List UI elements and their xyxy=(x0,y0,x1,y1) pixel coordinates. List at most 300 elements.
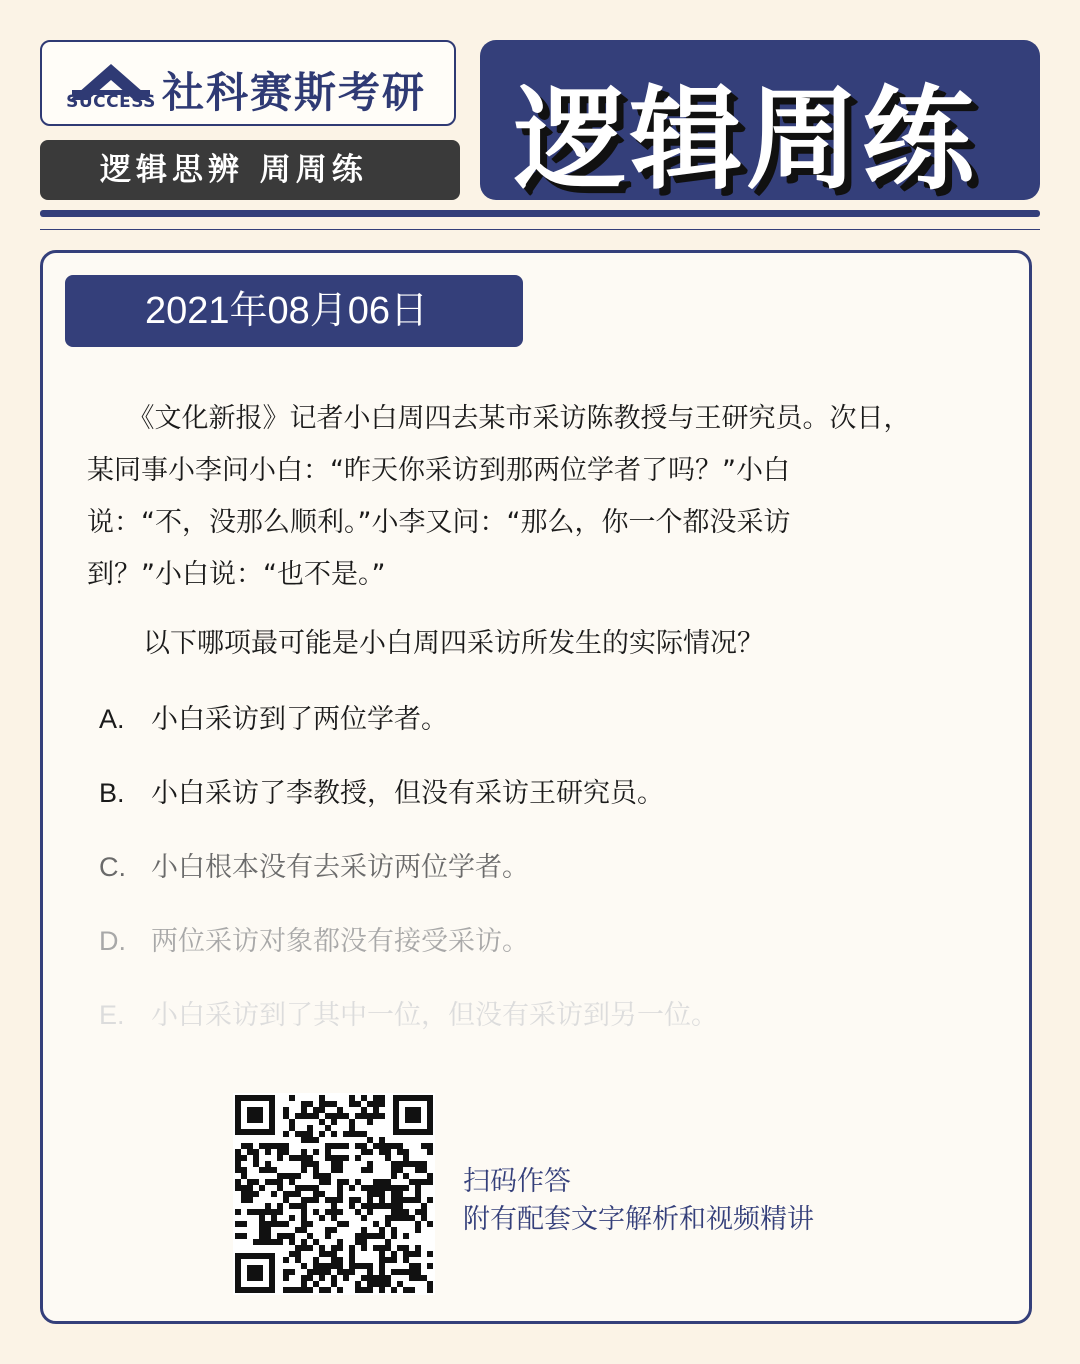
qr-module xyxy=(427,1179,433,1185)
qr-module xyxy=(241,1167,247,1173)
qr-module xyxy=(427,1287,433,1293)
option-text: 小白采访到了两位学者。 xyxy=(151,704,448,735)
qr-module xyxy=(367,1137,373,1143)
qr-module xyxy=(361,1185,367,1191)
qr-module xyxy=(277,1221,283,1227)
qr-module xyxy=(421,1215,427,1221)
qr-module xyxy=(295,1113,301,1119)
qr-module xyxy=(307,1287,313,1293)
qr-module xyxy=(349,1101,355,1107)
qr-module xyxy=(367,1113,373,1119)
qr-module xyxy=(247,1143,253,1149)
qr-module xyxy=(367,1203,373,1209)
qr-module xyxy=(313,1107,319,1113)
option-letter: D. xyxy=(99,926,126,956)
qr-module xyxy=(397,1215,403,1221)
qr-module xyxy=(343,1143,349,1149)
qr-module xyxy=(337,1107,343,1113)
passage xyxy=(87,393,967,601)
qr-module xyxy=(361,1143,367,1149)
qr-module xyxy=(391,1185,397,1191)
option-text: 小白采访了李教授，但没有采访王研究员。 xyxy=(151,778,664,809)
qr-module xyxy=(289,1203,295,1209)
qr-module xyxy=(391,1209,397,1215)
qr-module xyxy=(331,1197,337,1203)
qr-module xyxy=(391,1287,397,1293)
qr-module xyxy=(343,1221,349,1227)
qr-module xyxy=(325,1101,331,1107)
passage-line: 说：“不，没那么顺利。”小李又问：“那么，你一个都没采访 xyxy=(87,507,791,538)
qr-module xyxy=(337,1239,343,1245)
qr-module xyxy=(409,1287,415,1293)
qr-module xyxy=(379,1257,385,1263)
subtitle-banner: 逻辑思辨 周周练 xyxy=(40,140,460,200)
qr-module xyxy=(355,1239,361,1245)
qr-module xyxy=(337,1287,343,1293)
qr-module xyxy=(283,1191,289,1197)
qr-module xyxy=(367,1167,373,1173)
qr-module xyxy=(379,1269,385,1275)
qr-module xyxy=(403,1197,409,1203)
qr-module xyxy=(259,1215,265,1221)
qr-module xyxy=(271,1167,277,1173)
qr-module xyxy=(361,1095,367,1101)
qr-module xyxy=(379,1185,385,1191)
qr-module xyxy=(373,1185,379,1191)
qr-module xyxy=(403,1215,409,1221)
qr-module xyxy=(331,1167,337,1173)
qr-module xyxy=(409,1263,415,1269)
qr-module xyxy=(379,1275,385,1281)
qr-module xyxy=(301,1227,307,1233)
qr-module xyxy=(241,1155,247,1161)
qr-module xyxy=(295,1131,301,1137)
qr-module xyxy=(331,1281,337,1287)
qr-module xyxy=(391,1251,397,1257)
qr-module xyxy=(415,1269,421,1275)
qr-module xyxy=(265,1227,271,1233)
qr-module xyxy=(397,1245,403,1251)
qr-module xyxy=(319,1107,325,1113)
option-letter: E. xyxy=(99,1000,125,1030)
qr-module xyxy=(235,1167,241,1173)
qr-module xyxy=(247,1185,253,1191)
qr-module xyxy=(301,1131,307,1137)
qr-module xyxy=(319,1263,325,1269)
qr-module xyxy=(415,1275,421,1281)
qr-code[interactable] xyxy=(233,1093,435,1295)
qr-module xyxy=(319,1179,325,1185)
qr-module xyxy=(337,1209,343,1215)
qr-module xyxy=(385,1185,391,1191)
qr-module xyxy=(331,1155,337,1161)
qr-module xyxy=(319,1191,325,1197)
qr-module xyxy=(313,1209,319,1215)
qr-module xyxy=(295,1155,301,1161)
qr-module xyxy=(349,1185,355,1191)
qr-module xyxy=(235,1161,241,1167)
qr-module xyxy=(373,1191,379,1197)
qr-module xyxy=(337,1113,343,1119)
qr-module xyxy=(307,1161,313,1167)
qr-module xyxy=(367,1269,373,1275)
qr-module xyxy=(403,1257,409,1263)
qr-module xyxy=(427,1173,433,1179)
qr-module xyxy=(349,1251,355,1257)
qr-module xyxy=(349,1269,355,1275)
qr-module xyxy=(379,1203,385,1209)
qr-module xyxy=(361,1107,367,1113)
qr-module xyxy=(283,1287,289,1293)
qr-module xyxy=(277,1179,283,1185)
qr-module xyxy=(319,1275,325,1281)
qr-module xyxy=(313,1137,319,1143)
qr-module xyxy=(325,1179,331,1185)
qr-module xyxy=(337,1221,343,1227)
qr-module xyxy=(325,1149,331,1155)
qr-module xyxy=(367,1185,373,1191)
qr-module xyxy=(283,1149,289,1155)
qr-module xyxy=(385,1281,391,1287)
qr-module xyxy=(307,1137,313,1143)
qr-module xyxy=(253,1209,259,1215)
qr-module xyxy=(343,1113,349,1119)
qr-module xyxy=(301,1107,307,1113)
qr-module xyxy=(307,1269,313,1275)
qr-module xyxy=(325,1155,331,1161)
qr-module xyxy=(301,1263,307,1269)
qr-module xyxy=(301,1215,307,1221)
qr-module xyxy=(289,1233,295,1239)
qr-module xyxy=(397,1191,403,1197)
option-letter: B. xyxy=(99,778,125,808)
qr-module xyxy=(307,1113,313,1119)
qr-module xyxy=(355,1287,361,1293)
qr-module xyxy=(427,1281,433,1287)
qr-module xyxy=(361,1263,367,1269)
qr-module xyxy=(367,1209,373,1215)
qr-module xyxy=(343,1269,349,1275)
qr-module xyxy=(283,1107,289,1113)
qr-module xyxy=(301,1287,307,1293)
qr-module xyxy=(313,1263,319,1269)
qr-module xyxy=(373,1203,379,1209)
qr-module xyxy=(301,1149,307,1155)
qr-module xyxy=(319,1287,325,1293)
qr-module xyxy=(367,1161,373,1167)
qr-module xyxy=(373,1143,379,1149)
qr-module xyxy=(325,1269,331,1275)
qr-module xyxy=(385,1245,391,1251)
qr-module xyxy=(415,1185,421,1191)
qr-module xyxy=(253,1149,259,1155)
qr-module xyxy=(349,1263,355,1269)
qr-module xyxy=(301,1185,307,1191)
qr-module xyxy=(337,1269,343,1275)
qr-module xyxy=(253,1155,259,1161)
qr-module xyxy=(301,1137,307,1143)
qr-module xyxy=(307,1245,313,1251)
qr-module xyxy=(277,1185,283,1191)
qr-module xyxy=(379,1263,385,1269)
qr-module xyxy=(241,1197,247,1203)
qr-module xyxy=(307,1275,313,1281)
qr-module xyxy=(301,1209,307,1215)
qr-module xyxy=(391,1197,397,1203)
qr-module xyxy=(337,1161,343,1167)
qr-module xyxy=(331,1161,337,1167)
qr-module xyxy=(421,1209,427,1215)
qr-module xyxy=(325,1197,331,1203)
qr-module xyxy=(349,1257,355,1263)
qr-module xyxy=(325,1209,331,1215)
qr-module xyxy=(265,1143,271,1149)
qr-module xyxy=(361,1215,367,1221)
qr-module xyxy=(367,1275,373,1281)
qr-module xyxy=(397,1281,403,1287)
qr-module xyxy=(379,1197,385,1203)
qr-module xyxy=(331,1245,337,1251)
qr-module xyxy=(415,1227,421,1233)
qr-module xyxy=(301,1275,307,1281)
qr-module xyxy=(241,1185,247,1191)
qr-module xyxy=(415,1167,421,1173)
qr-module xyxy=(355,1113,361,1119)
qr-module xyxy=(361,1233,367,1239)
qr-module xyxy=(235,1179,241,1185)
qr-module xyxy=(385,1221,391,1227)
qr-module xyxy=(235,1209,241,1215)
qr-module xyxy=(361,1239,367,1245)
qr-module xyxy=(391,1143,397,1149)
qr-module xyxy=(373,1101,379,1107)
qr-module xyxy=(319,1095,325,1101)
qr-module xyxy=(355,1263,361,1269)
qr-module xyxy=(247,1191,253,1197)
qr-module xyxy=(235,1185,241,1191)
qr-module xyxy=(319,1131,325,1137)
qr-module xyxy=(277,1209,283,1215)
qr-module xyxy=(403,1251,409,1257)
qr-module xyxy=(235,1221,241,1227)
qr-module xyxy=(355,1131,361,1137)
passage-line: 《文化新报》记者小白周四去某市采访陈教授与王研究员。次日， xyxy=(87,403,911,434)
qr-module xyxy=(403,1149,409,1155)
qr-module xyxy=(271,1209,277,1215)
qr-module xyxy=(283,1143,289,1149)
qr-module xyxy=(415,1191,421,1197)
qr-module xyxy=(253,1161,259,1167)
qr-module xyxy=(259,1209,265,1215)
qr-module xyxy=(301,1113,307,1119)
qr-module xyxy=(379,1179,385,1185)
qr-module xyxy=(289,1191,295,1197)
qr-module xyxy=(265,1149,271,1155)
qr-module xyxy=(409,1275,415,1281)
qr-module xyxy=(325,1227,331,1233)
qr-module xyxy=(241,1221,247,1227)
qr-module xyxy=(415,1179,421,1185)
qr-module xyxy=(283,1131,289,1137)
qr-module xyxy=(325,1233,331,1239)
qr-module xyxy=(397,1167,403,1173)
qr-module xyxy=(397,1197,403,1203)
qr-module xyxy=(343,1275,349,1281)
qr-module xyxy=(391,1233,397,1239)
qr-module xyxy=(301,1239,307,1245)
header-rule-thin xyxy=(40,229,1040,230)
qr-module xyxy=(355,1233,361,1239)
qr-module xyxy=(427,1221,433,1227)
qr-module xyxy=(385,1275,391,1281)
qr-module xyxy=(331,1215,337,1221)
option-c xyxy=(99,845,529,884)
qr-module xyxy=(421,1143,427,1149)
qr-module xyxy=(421,1275,427,1281)
qr-module xyxy=(403,1161,409,1167)
qr-module xyxy=(373,1245,379,1251)
qr-module xyxy=(265,1239,271,1245)
qr-module xyxy=(355,1143,361,1149)
qr-module xyxy=(259,1143,265,1149)
qr-module xyxy=(385,1239,391,1245)
header-rule-thick xyxy=(40,210,1040,217)
qr-module xyxy=(331,1131,337,1137)
qr-module xyxy=(331,1251,337,1257)
qr-module xyxy=(409,1251,415,1257)
qr-module xyxy=(367,1191,373,1197)
qr-module xyxy=(289,1287,295,1293)
qr-module xyxy=(349,1203,355,1209)
qr-module xyxy=(289,1269,295,1275)
qr-module xyxy=(313,1185,319,1191)
qr-module xyxy=(247,1179,253,1185)
qr-module xyxy=(325,1263,331,1269)
qr-module xyxy=(247,1209,253,1215)
qr-module xyxy=(295,1191,301,1197)
qr-module xyxy=(427,1197,433,1203)
qr-module xyxy=(331,1203,337,1209)
qr-module xyxy=(403,1287,409,1293)
qr-module xyxy=(403,1269,409,1275)
option-e xyxy=(99,993,718,1032)
qr-module xyxy=(265,1209,271,1215)
qr-module xyxy=(331,1119,337,1125)
date-pill: 2021年08月06日 xyxy=(65,275,523,347)
qr-module xyxy=(403,1245,409,1251)
scan-text xyxy=(463,1163,814,1239)
qr-module xyxy=(313,1257,319,1263)
qr-module xyxy=(397,1161,403,1167)
qr-module xyxy=(235,1155,241,1161)
qr-module xyxy=(307,1101,313,1107)
qr-module xyxy=(361,1287,367,1293)
qr-module xyxy=(427,1251,433,1257)
qr-module xyxy=(409,1215,415,1221)
qr-module xyxy=(313,1161,319,1167)
qr-module xyxy=(349,1095,355,1101)
qr-module xyxy=(379,1227,385,1233)
qr-module xyxy=(313,1191,319,1197)
qr-module xyxy=(367,1281,373,1287)
qr-module xyxy=(361,1245,367,1251)
qr-module xyxy=(253,1191,259,1197)
qr-module xyxy=(373,1275,379,1281)
qr-module xyxy=(325,1173,331,1179)
qr-module xyxy=(373,1113,379,1119)
qr-module xyxy=(331,1275,337,1281)
qr-module xyxy=(337,1197,343,1203)
qr-module xyxy=(319,1119,325,1125)
qr-module xyxy=(301,1197,307,1203)
qr-module xyxy=(313,1167,319,1173)
qr-module xyxy=(385,1179,391,1185)
qr-module xyxy=(337,1167,343,1173)
qr-module xyxy=(331,1113,337,1119)
qr-module xyxy=(361,1167,367,1173)
qr-module xyxy=(295,1185,301,1191)
qr-module xyxy=(337,1185,343,1191)
qr-module xyxy=(427,1143,433,1149)
qr-module xyxy=(283,1233,289,1239)
qr-module xyxy=(355,1155,361,1161)
qr-module xyxy=(421,1179,427,1185)
qr-module xyxy=(379,1143,385,1149)
qr-module xyxy=(283,1221,289,1227)
qr-module xyxy=(367,1263,373,1269)
option-text: 两位采访对象都没有接受采访。 xyxy=(151,926,529,957)
qr-module xyxy=(283,1113,289,1119)
qr-module xyxy=(361,1227,367,1233)
qr-module xyxy=(313,1281,319,1287)
qr-module xyxy=(391,1257,397,1263)
qr-module xyxy=(265,1233,271,1239)
qr-module xyxy=(367,1101,373,1107)
qr-module xyxy=(289,1179,295,1185)
qr-module xyxy=(319,1215,325,1221)
qr-module xyxy=(241,1191,247,1197)
qr-module xyxy=(337,1191,343,1197)
qr-module xyxy=(409,1179,415,1185)
qr-module xyxy=(241,1173,247,1179)
big-title-box xyxy=(480,40,1040,205)
qr-module xyxy=(379,1137,385,1143)
qr-module xyxy=(259,1185,265,1191)
qr-module xyxy=(313,1269,319,1275)
big-title: 逻辑周练 xyxy=(514,74,978,205)
qr-module xyxy=(391,1269,397,1275)
qr-module xyxy=(319,1101,325,1107)
qr-module xyxy=(307,1131,313,1137)
qr-module xyxy=(259,1227,265,1233)
qr-module xyxy=(277,1173,283,1179)
qr-module xyxy=(379,1233,385,1239)
qr-module xyxy=(373,1179,379,1185)
qr-module xyxy=(307,1125,313,1131)
qr-module xyxy=(241,1143,247,1149)
qr-module xyxy=(277,1155,283,1161)
qr-module xyxy=(319,1245,325,1251)
qr-module xyxy=(397,1149,403,1155)
qr-module xyxy=(283,1275,289,1281)
qr-module xyxy=(271,1221,277,1227)
qr-module xyxy=(349,1125,355,1131)
qr-module xyxy=(301,1155,307,1161)
qr-module xyxy=(253,1179,259,1185)
option-text: 小白采访到了其中一位，但没有采访到另一位。 xyxy=(151,1000,718,1031)
qr-module xyxy=(295,1257,301,1263)
qr-module xyxy=(355,1209,361,1215)
